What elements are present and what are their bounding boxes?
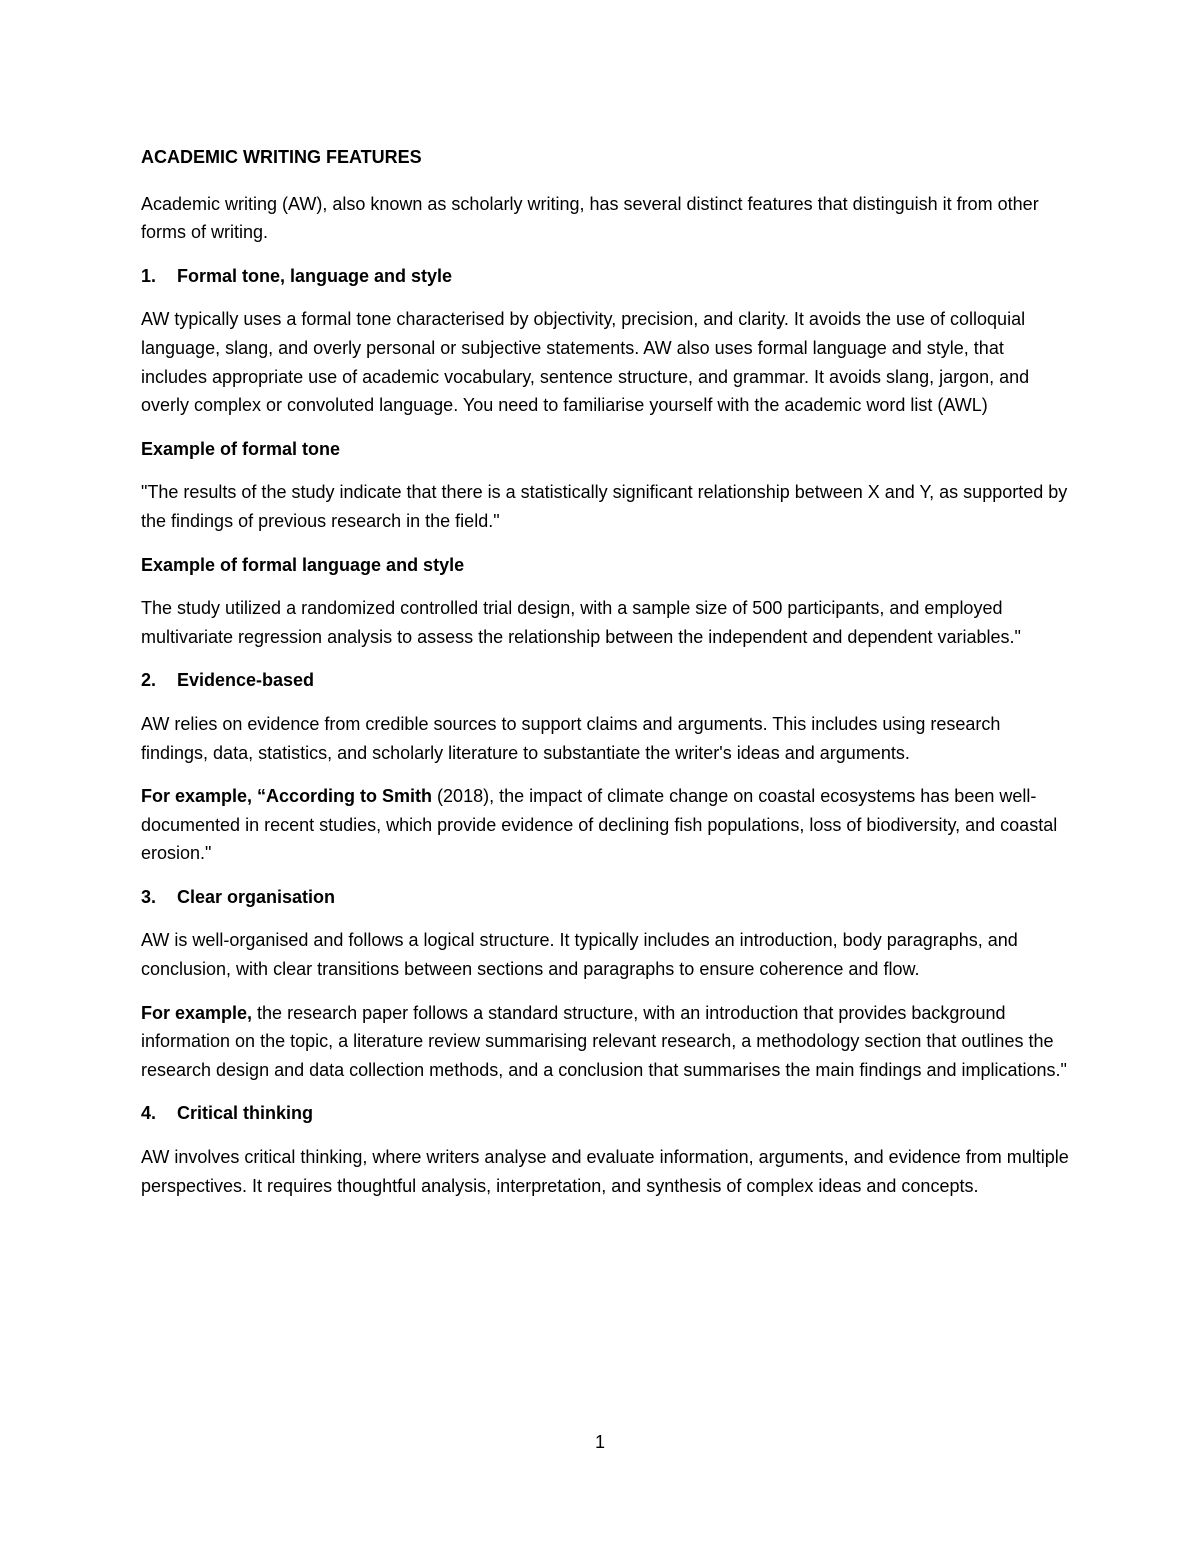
example-label: For example, “According to Smith (141, 786, 433, 807)
section-body-formal-tone: AW typically uses a formal tone characterised by objectivity, precision, and clarity. It avoids the use of colloquial language, slang, and overly personal or subjective statements. AW also uses formal language and style, that includes appropriate use of academic vocabulary, sentence structure, and grammar. It avoids slang, jargon, and overly complex or convoluted language. You need to familiarise yourself with the academic word list (AWL) (141, 309, 1030, 416)
example-formal-style-text: The study utilized a randomized controlled trial design, with a sample size of 500 participants, and employed multivariate regression analysis to assess the relationship between the independent and dependent variables." (141, 598, 1021, 647)
page-number: 1 (594, 1432, 605, 1452)
section-heading-critical-thinking (141, 1099, 1071, 1128)
example-formal-tone-text: "The results of the study indicate that there is a statistically significant relationship between X and Y, as supported by the findings of previous research in the field." (141, 482, 1068, 531)
example-formal-tone-heading: Example of formal tone (141, 438, 341, 459)
section-body-clear-organisation: AW is well-organised and follows a logical structure. It typically includes an introduction, body paragraphs, and conclusion, with clear transitions between sections and paragraphs to ensure coherence and flow. (141, 930, 1018, 980)
intro-paragraph: Academic writing (AW), also known as scholarly writing, has several distinct features that distinguish it from other forms of writing. (141, 193, 1039, 243)
example-label: For example, (141, 1002, 253, 1023)
section-number: 1. (141, 265, 157, 286)
section-title: Clear organisation (177, 886, 336, 907)
section-heading-evidence-based (141, 666, 1071, 695)
example-text: (2018), the impact of climate change on coastal ecosystems has been well-documented in recent studies, which provide evidence of declining fish populations, loss of biodiversity, and coastal erosion." (141, 786, 1058, 864)
section-body-critical-thinking: AW involves critical thinking, where writers analyse and evaluate information, arguments, and evidence from multiple perspectives. It requires thoughtful analysis, interpretation, and synthesis of complex ideas and concepts. (141, 1147, 1069, 1196)
section-title: Evidence-based (177, 670, 315, 691)
document-title: ACADEMIC WRITING FEATURES (141, 147, 422, 167)
example-evidence-based (141, 782, 1071, 868)
section-number: 2. (141, 670, 157, 691)
section-body-evidence-based: AW relies on evidence from credible sources to support claims and arguments. This includes using research findings, data, statistics, and scholarly literature to substantiate the writer's ideas and arguments. (141, 713, 1001, 763)
example-formal-style-heading: Example of formal language and style (141, 554, 465, 575)
section-number: 3. (141, 886, 157, 907)
section-heading-clear-organisation (141, 883, 1071, 912)
example-clear-organisation (141, 999, 1071, 1085)
section-title: Formal tone, language and style (177, 265, 453, 286)
section-title: Critical thinking (177, 1103, 314, 1124)
document-body (141, 143, 1071, 1215)
example-text: the research paper follows a standard structure, with an introduction that provides background information on the topic, a literature review summarising relevant research, a methodology section that outlines the research design and data collection methods, and a conclusion that summarises the main findings and implications." (141, 1002, 1067, 1080)
section-heading-formal-tone (141, 262, 1071, 291)
section-number: 4. (141, 1103, 157, 1124)
